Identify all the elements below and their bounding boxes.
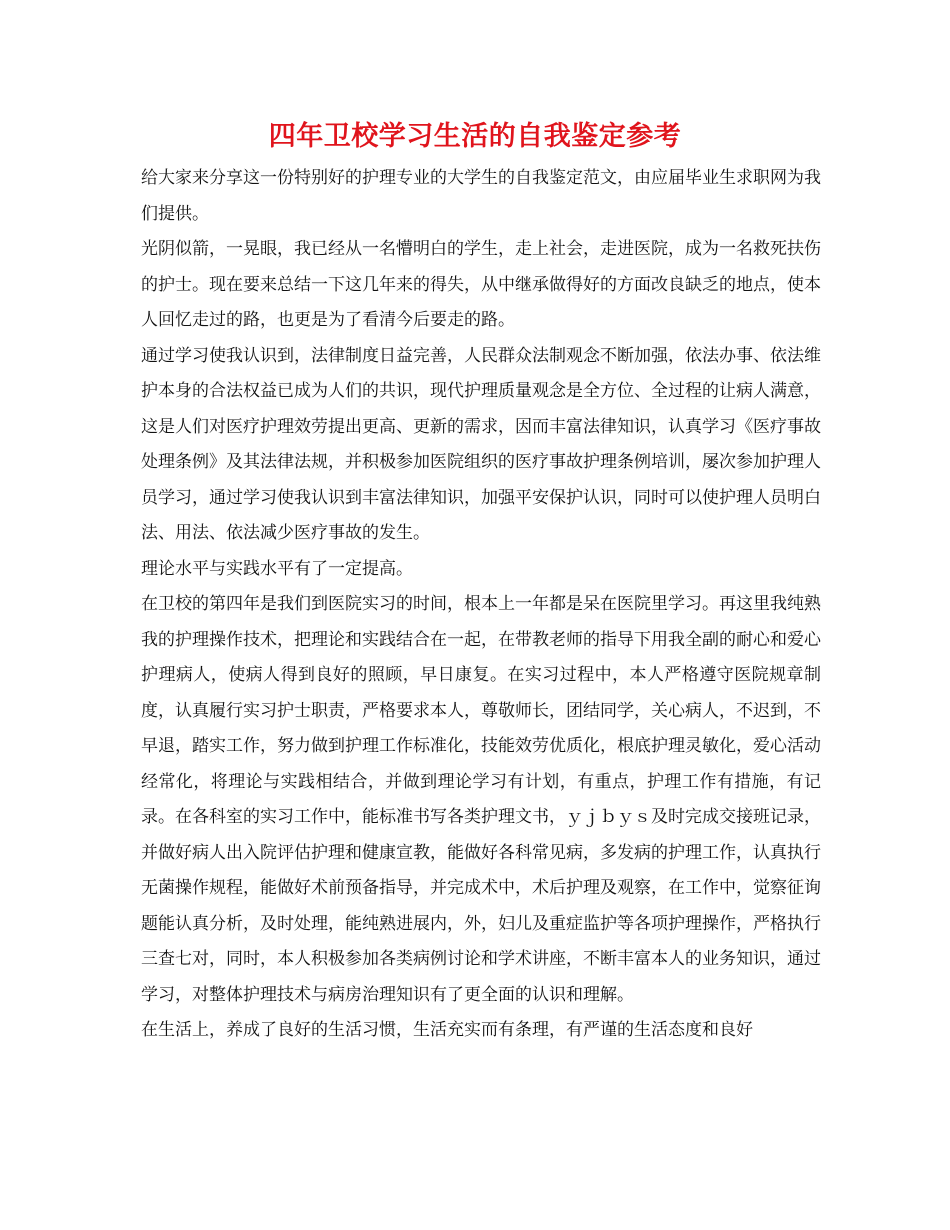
paragraph-legal-study: 通过学习使我认识到，法律制度日益完善，人民群众法制观念不断加强，依法办事、依法维护本身的合法权益已成为人们的共识，现代护理质量观念是全方位、全过程的让病人满意，这是人们对医疗护理效劳提出更高、更新的需求，因而丰富法律知识，认真学习《医疗事故处理条例》及其法律法规，并积极参加医院组织的医疗事故护理条例培训，屡次参加护理人员学习，通过学习使我认识到丰富法律知识，加强平安保护认识，同时可以使护理人员明白法、用法、依法减少医疗事故的发生。 <box>141 345 821 543</box>
document-title: 四年卫校学习生活的自我鉴定参考 <box>268 121 682 152</box>
paragraph-intro: 给大家来分享这一份特别好的护理专业的大学生的自我鉴定范文，由应届毕业生求职网为我们提供。 <box>141 168 821 224</box>
document-body <box>141 161 821 1049</box>
paragraph-life: 在生活上，养成了良好的生活习惯，生活充实而有条理，有严谨的生活态度和良好 <box>141 1020 753 1040</box>
paragraph-internship: 在卫校的第四年是我们到医院实习的时间，根本上一年都是呆在医院里学习。再这里我纯熟我的护理操作技术，把理论和实践结合在一起，在带教老师的指导下用我全副的耐心和爱心护理病人，使病人得到良好的照顾，早日康复。在实习过程中，本人严格遵守医院规章制度，认真履行实习护士职责，严格要求本人，尊敬师长，团结同学，关心病人，不迟到，不早退，踏实工作，努力做到护理工作标准化，技能效劳优质化，根底护理灵敏化，爱心活动经常化，将理论与实践相结合，并做到理论学习有计划，有重点，护理工作有措施，有记录。在各科室的实习工作中，能标准书写各类护理文书，ｙｊｂｙｓ及时完成交接班记录，并做好病人出入院评估护理和健康宣教，能做好各科常见病，多发病的护理工作，认真执行无菌操作规程，能做好术前预备指导，并完成术中，术后护理及观察，在工作中，觉察征询题能认真分析，及时处理，能纯熟进展内，外，妇儿及重症监护等各项护理操作，严格执行三查七对，同时，本人积极参加各类病例讨论和学术讲座，不断丰富本人的业务知识，通过学习，对整体护理技术与病房治理知识有了更全面的认识和理解。 <box>141 594 821 1005</box>
paragraph-level-heading: 理论水平与实践水平有了一定提高。 <box>141 558 413 579</box>
paragraph-reflection: 光阴似箭，一晃眼，我已经从一名懵明白的学生，走上社会，走进医院，成为一名救死扶伤的护士。现在要来总结一下这几年来的得失，从中继承做得好的方面改良缺乏的地点，使本人回忆走过的路，也更是为了看清今后要走的路。 <box>141 239 821 330</box>
